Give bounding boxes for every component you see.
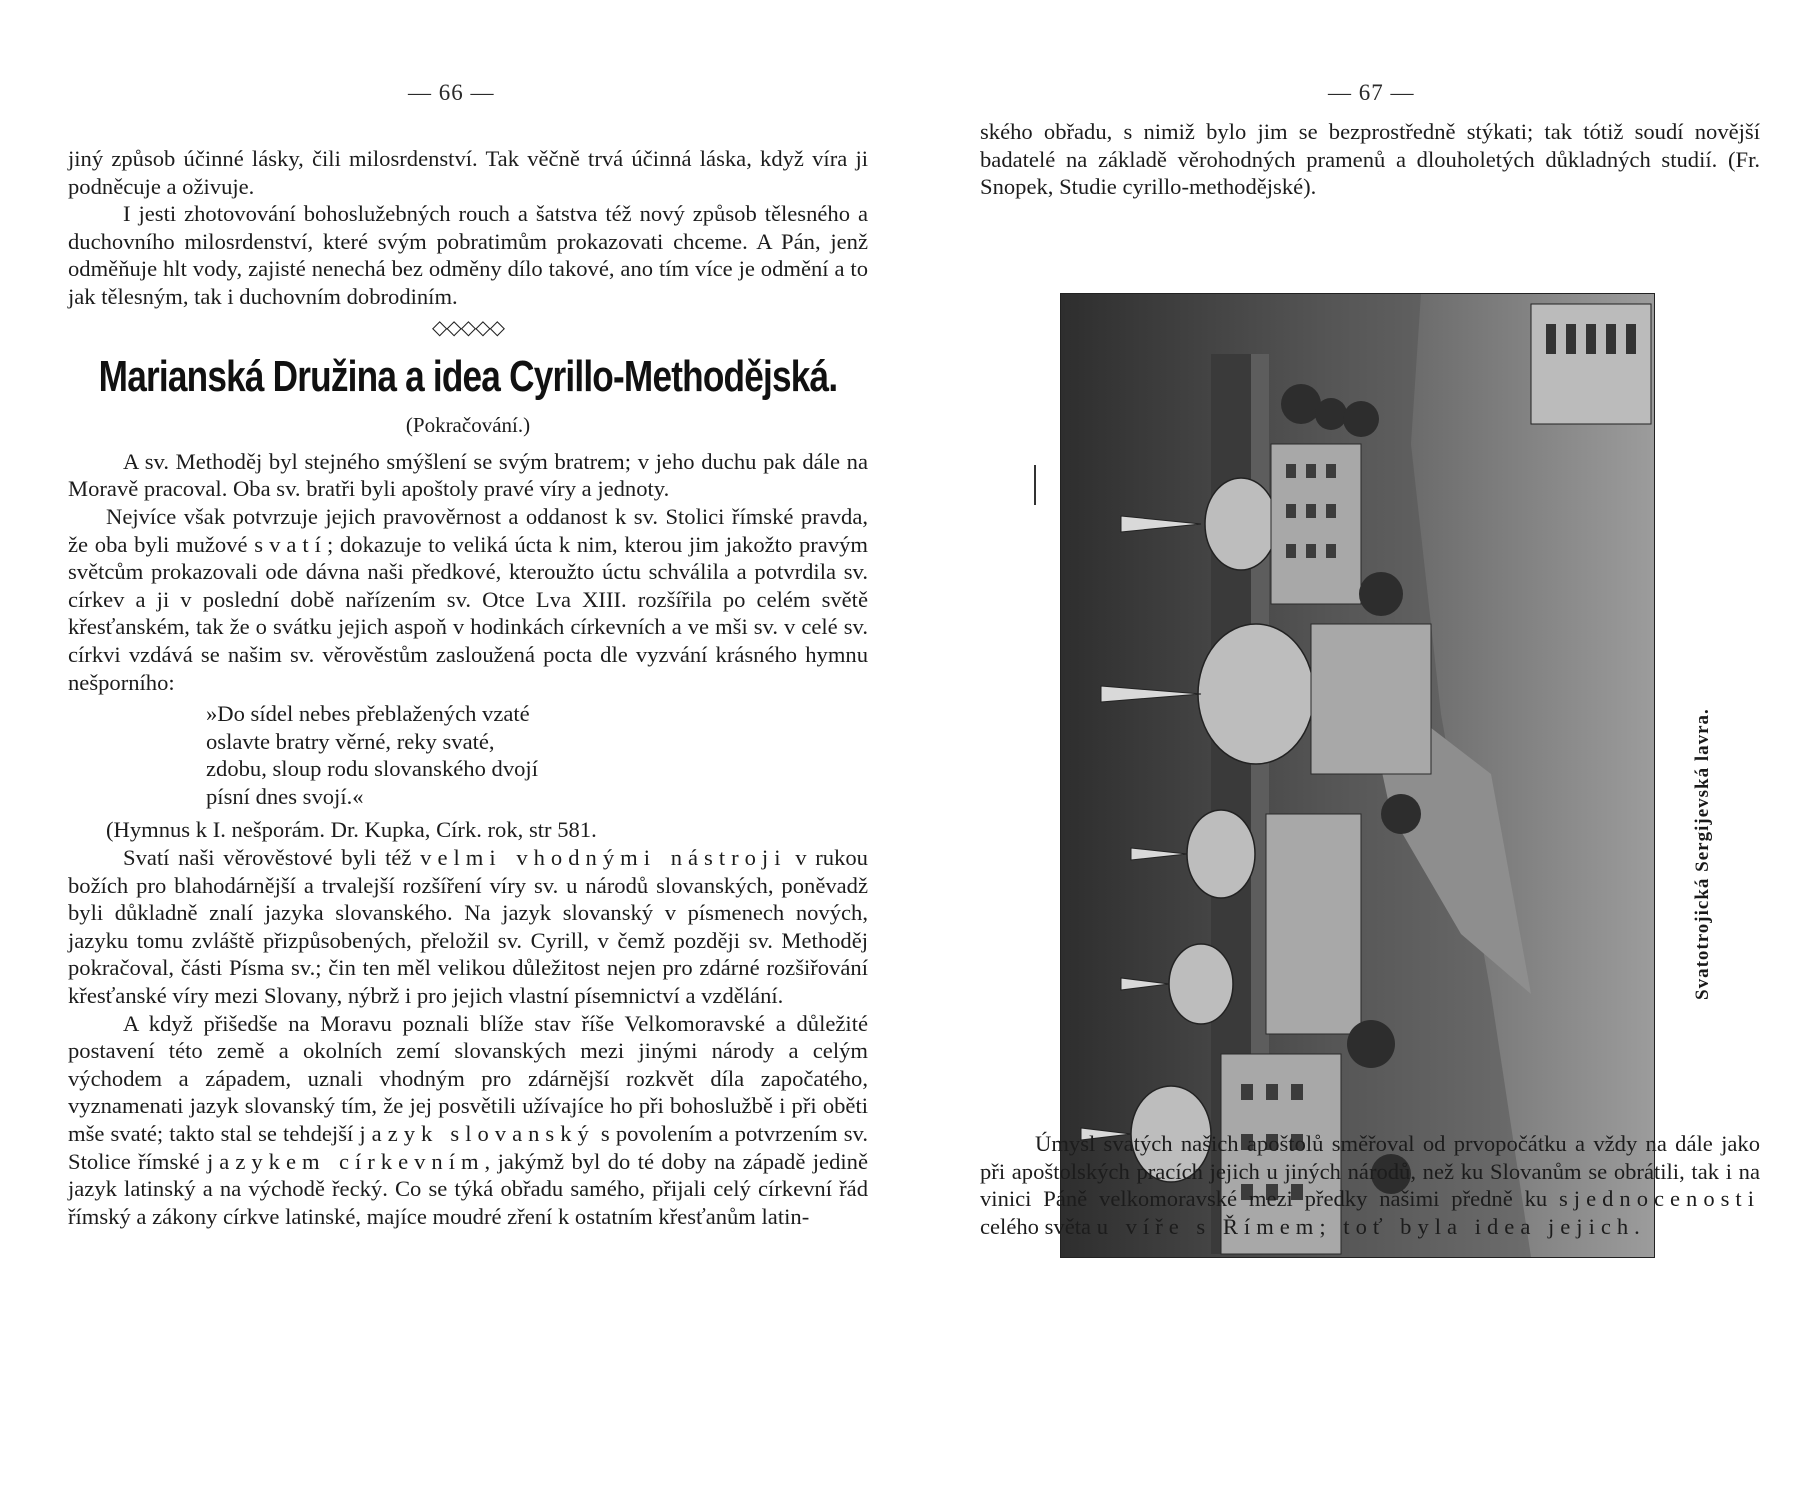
- margin-mark: [1034, 465, 1036, 505]
- hymn-line: zdobu, sloup rodu slovanského dvojí: [206, 756, 538, 782]
- bottom-paragraph: [980, 1130, 1760, 1240]
- article-title: Marianská Družina a idea Cyrillo-Methodějská.: [98, 352, 838, 402]
- bottom-paragraph-a: Úmysl svatých našich apoštolů směřoval od prvopočátku a vždy na dále jako při apoštolských pracích jejich u jiných národů, než ku Slovanům se obrátili, tak i na vinici Páně velkomoravské mezi předky našimi předně ku: [980, 1131, 1760, 1212]
- rome-paragraph: [68, 503, 868, 696]
- rome-paragraph-a: Nejvíce však potvrzuje jejich pravověrnost a oddanost k sv. Stolici římské pravda, že oba byli mužové: [68, 503, 868, 557]
- methodius-paragraph: A sv. Methoděj byl stejného smýšlení se svým bratrem; v jeho duchu pak dále na Moravě pracoval. Oba sv. bratři byli apoštoly pravé víry a jednoty.: [68, 448, 868, 502]
- moravia-paragraph-a: A když přišedše na Moravu poznali blíže stav říše Velkomoravské a důležité postavení této země a okolních zemí slovanských mezi jinými národy a celým východem a západem, uznali vhodným pro zdárnější rozkvět díla započatého, vyznamenati jazyk slovanský tím, že jej posvětili užívajíce ho při bohoslužbě i při oběti mše svaté; takto stal se tehdejší: [68, 1010, 868, 1146]
- page-number-right: — 67 —: [1328, 80, 1415, 105]
- top-paragraph: ského obřadu, s nimiž bylo jim se bezprostředně stýkati; tak tótiž soudí novější badatelé na základě věrohodných pramenů a dlouholetých důkladných studií. (Fr. Snopek, Studie cyrillo-methodějské).: [980, 119, 1760, 200]
- vestments-paragraph: I jesti zhotovování bohoslužebných rouch a šatstva též nový způsob tělesného a duchovního milosrdenství, které svým pobratimům prokazovati chceme. A Pán, jenž odměňuje hlt vody, zajisté nenechá bez odměny dílo takové, ano tím více je odmění a to jak tělesným, tak i duchovním dobrodiním.: [68, 201, 868, 309]
- ornament-divider: ◇◇◇◇◇: [432, 316, 504, 339]
- bottom-paragraph-spaced2: u víře s Římem; toť byla idea jejich.: [1096, 1213, 1646, 1239]
- moravia-paragraph: [68, 1010, 868, 1231]
- photo-caption: Svatotrojická Sergijevská lavra.: [1692, 708, 1713, 1000]
- hymn-citation: (Hymnus k I. nešporám. Dr. Kupka, Círk. rok, str 581.: [106, 817, 597, 843]
- page-number-left: — 66 —: [408, 80, 495, 105]
- moravia-paragraph-b: s povolením a potvrzením sv. Stolice římské: [68, 1121, 868, 1174]
- continued-note: (Pokračování.): [405, 413, 531, 438]
- monastery-photo-image: [1061, 294, 1654, 1257]
- tools-paragraph-b: v rukou božích pro blahodárnější a trvalejší rozšíření víry sv. u národů slovanských, poněvadž byli důkladně znalí jazyka slovanského. Na jazyk slovanský v písmenech nových, jazyku tomu zvláště přizpůsobených, přeložil sv. Cyrill, v čemž později sv. Methoděj pokračoval, části Písma sv.; čin ten měl velikou důležitost nejen pro zdárné rozšiřování křesťanské víry mezi Slovany, nýbrž i pro jejich vlastní písemnictví a vzdělání.: [68, 845, 868, 1009]
- hymn-line: oslavte bratry věrné, reky svaté,: [206, 728, 495, 754]
- hymn-line: »Do sídel nebes přeblažených vzaté: [206, 701, 530, 727]
- moravia-paragraph-spaced2: jazykem církevním: [207, 1148, 485, 1174]
- bottom-paragraph-b: celého světa: [980, 1213, 1092, 1239]
- monastery-photo: [1060, 293, 1655, 1258]
- right-bottom-column: [980, 1130, 1760, 1240]
- moravia-paragraph-c: , jakýmž byl do té doby na západě jedině jazyk latinský a na východě řecký. Co se týká obřadu samého, přijali celý církevní řád římský a zákony církve latinské, majíce moudré zření k ostatním křesťanům latin-: [68, 1148, 868, 1229]
- left-text-column: [68, 145, 868, 1230]
- moravia-paragraph-spaced1: jazyk slovanský: [359, 1121, 595, 1146]
- tools-paragraph-spaced: velmi vhodnými nástroji: [420, 845, 787, 871]
- hymn-line: písní dnes svojí.«: [206, 783, 364, 809]
- right-top-column: [980, 118, 1760, 201]
- tools-paragraph: [68, 844, 868, 1010]
- rome-paragraph-b: ; dokazuje to veliká úcta k nim, kterou jim jakožto pravým světcům prokazovali ode dávna naši předkové, kteroužto úctu schválila a potvrdila sv. církev a ji v poslední době nařízením sv. Otce Lva XIII. rozšířila po celém světě křesťanském, tak že o svátku jejich aspoň v hodinkách církevních a ve mši sv. v celé sv. církvi vzdává se našim sv. věrověstům zasloužená pocta dle vyzvání krásného hymnu nešporního:: [68, 531, 868, 695]
- hymn-verse: [206, 700, 868, 810]
- bottom-paragraph-spaced1: sjednocenosti: [1559, 1186, 1760, 1212]
- tools-paragraph-a: Svatí naši věrověstové byli též: [123, 845, 412, 871]
- rome-paragraph-spaced: svatí: [254, 531, 327, 557]
- opening-paragraph: jiný způsob účinné lásky, čili milosrdenství. Tak věčně trvá účinná láska, když víra ji podněcuje a oživuje.: [68, 146, 868, 199]
- right-page: [902, 0, 1804, 1500]
